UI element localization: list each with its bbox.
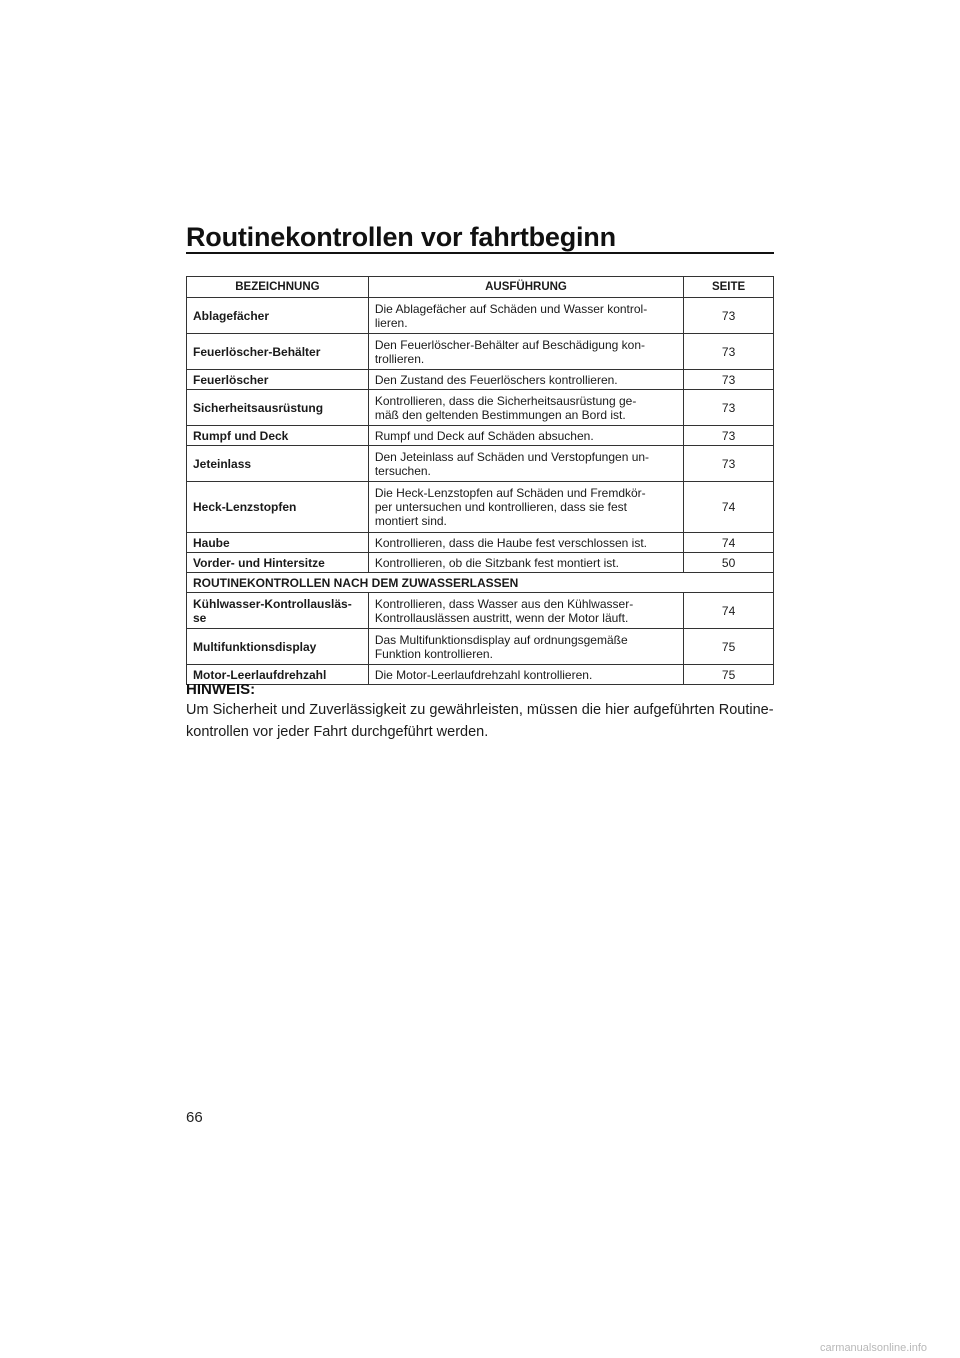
item-name: Feuerlöscher-Behälter (187, 334, 369, 370)
item-description: Den Jeteinlass auf Schäden und Verstopfungen un- tersuchen. (368, 446, 683, 482)
item-name: Sicherheitsausrüstung (187, 390, 369, 426)
table-row (187, 593, 774, 629)
table-row (187, 446, 774, 482)
column-header-bezeichnung: BEZEICHNUNG (187, 277, 369, 298)
table-row (187, 629, 774, 665)
item-description: Das Multifunktionsdisplay auf ordnungsgemäße Funktion kontrollieren. (368, 629, 683, 665)
item-name: Rumpf und Deck (187, 426, 369, 446)
item-description: Kontrollieren, ob die Sitzbank fest montiert ist. (368, 553, 683, 573)
item-page: 73 (684, 334, 774, 370)
item-name: Haube (187, 533, 369, 553)
table-row (187, 426, 774, 446)
table-row (187, 533, 774, 553)
table-row (187, 665, 774, 685)
item-page: 50 (684, 553, 774, 573)
item-description: Kontrollieren, dass die Haube fest verschlossen ist. (368, 533, 683, 553)
page-number: 66 (186, 1109, 203, 1126)
item-page: 75 (684, 665, 774, 685)
item-page: 74 (684, 533, 774, 553)
item-page: 73 (684, 446, 774, 482)
item-page: 74 (684, 482, 774, 533)
page-title: Routinekontrollen vor fahrtbeginn (186, 222, 616, 252)
section-title: ROUTINEKONTROLLEN NACH DEM ZUWASSERLASSEN (187, 573, 774, 593)
item-name: Heck-Lenzstopfen (187, 482, 369, 533)
item-description: Die Heck-Lenzstopfen auf Schäden und Fremdkör- per untersuchen und kontrollieren, dass sie fest montiert sind. (368, 482, 683, 533)
item-page: 73 (684, 426, 774, 446)
item-description: Die Ablagefächer auf Schäden und Wasser kontrol- lieren. (368, 298, 683, 334)
item-description: Kontrollieren, dass Wasser aus den Kühlwasser- Kontrollauslässen austritt, wenn der Motor läuft. (368, 593, 683, 629)
item-name: Feuerlöscher (187, 370, 369, 390)
item-description: Kontrollieren, dass die Sicherheitsausrüstung ge- mäß den geltenden Bestimmungen an Bord ist. (368, 390, 683, 426)
item-name: Vorder- und Hintersitze (187, 553, 369, 573)
table-row (187, 553, 774, 573)
item-page: 73 (684, 298, 774, 334)
item-description: Die Motor-Leerlaufdrehzahl kontrollieren. (368, 665, 683, 685)
item-page: 73 (684, 390, 774, 426)
note-title: HINWEIS: (186, 681, 256, 698)
routine-check-table (186, 276, 774, 685)
table-row (187, 390, 774, 426)
table-row (187, 482, 774, 533)
title-rule (186, 252, 774, 254)
item-page: 74 (684, 593, 774, 629)
item-description: Den Feuerlöscher-Behälter auf Beschädigung kon- trollieren. (368, 334, 683, 370)
item-description: Rumpf und Deck auf Schäden absuchen. (368, 426, 683, 446)
column-header-seite: SEITE (684, 277, 774, 298)
item-description: Den Zustand des Feuerlöschers kontrollieren. (368, 370, 683, 390)
column-header-ausfuehrung: AUSFÜHRUNG (368, 277, 683, 298)
item-name: Multifunktionsdisplay (187, 629, 369, 665)
watermark: carmanualsonline.info (820, 1342, 928, 1354)
item-page: 75 (684, 629, 774, 665)
item-name: Motor-Leerlaufdrehzahl (187, 665, 369, 685)
item-page: 73 (684, 370, 774, 390)
item-name: Ablagefächer (187, 298, 369, 334)
table-row (187, 298, 774, 334)
table-section-row (187, 573, 774, 593)
item-name: Jeteinlass (187, 446, 369, 482)
table-row (187, 370, 774, 390)
table-header-row (187, 277, 774, 298)
note-text: Um Sicherheit und Zuverlässigkeit zu gewährleisten, müssen die hier aufgeführten Routine- kontrollen vor jeder Fahrt durchgeführt werden. (186, 702, 774, 740)
item-name: Kühlwasser-Kontrollausläs- se (187, 593, 369, 629)
table-row (187, 334, 774, 370)
